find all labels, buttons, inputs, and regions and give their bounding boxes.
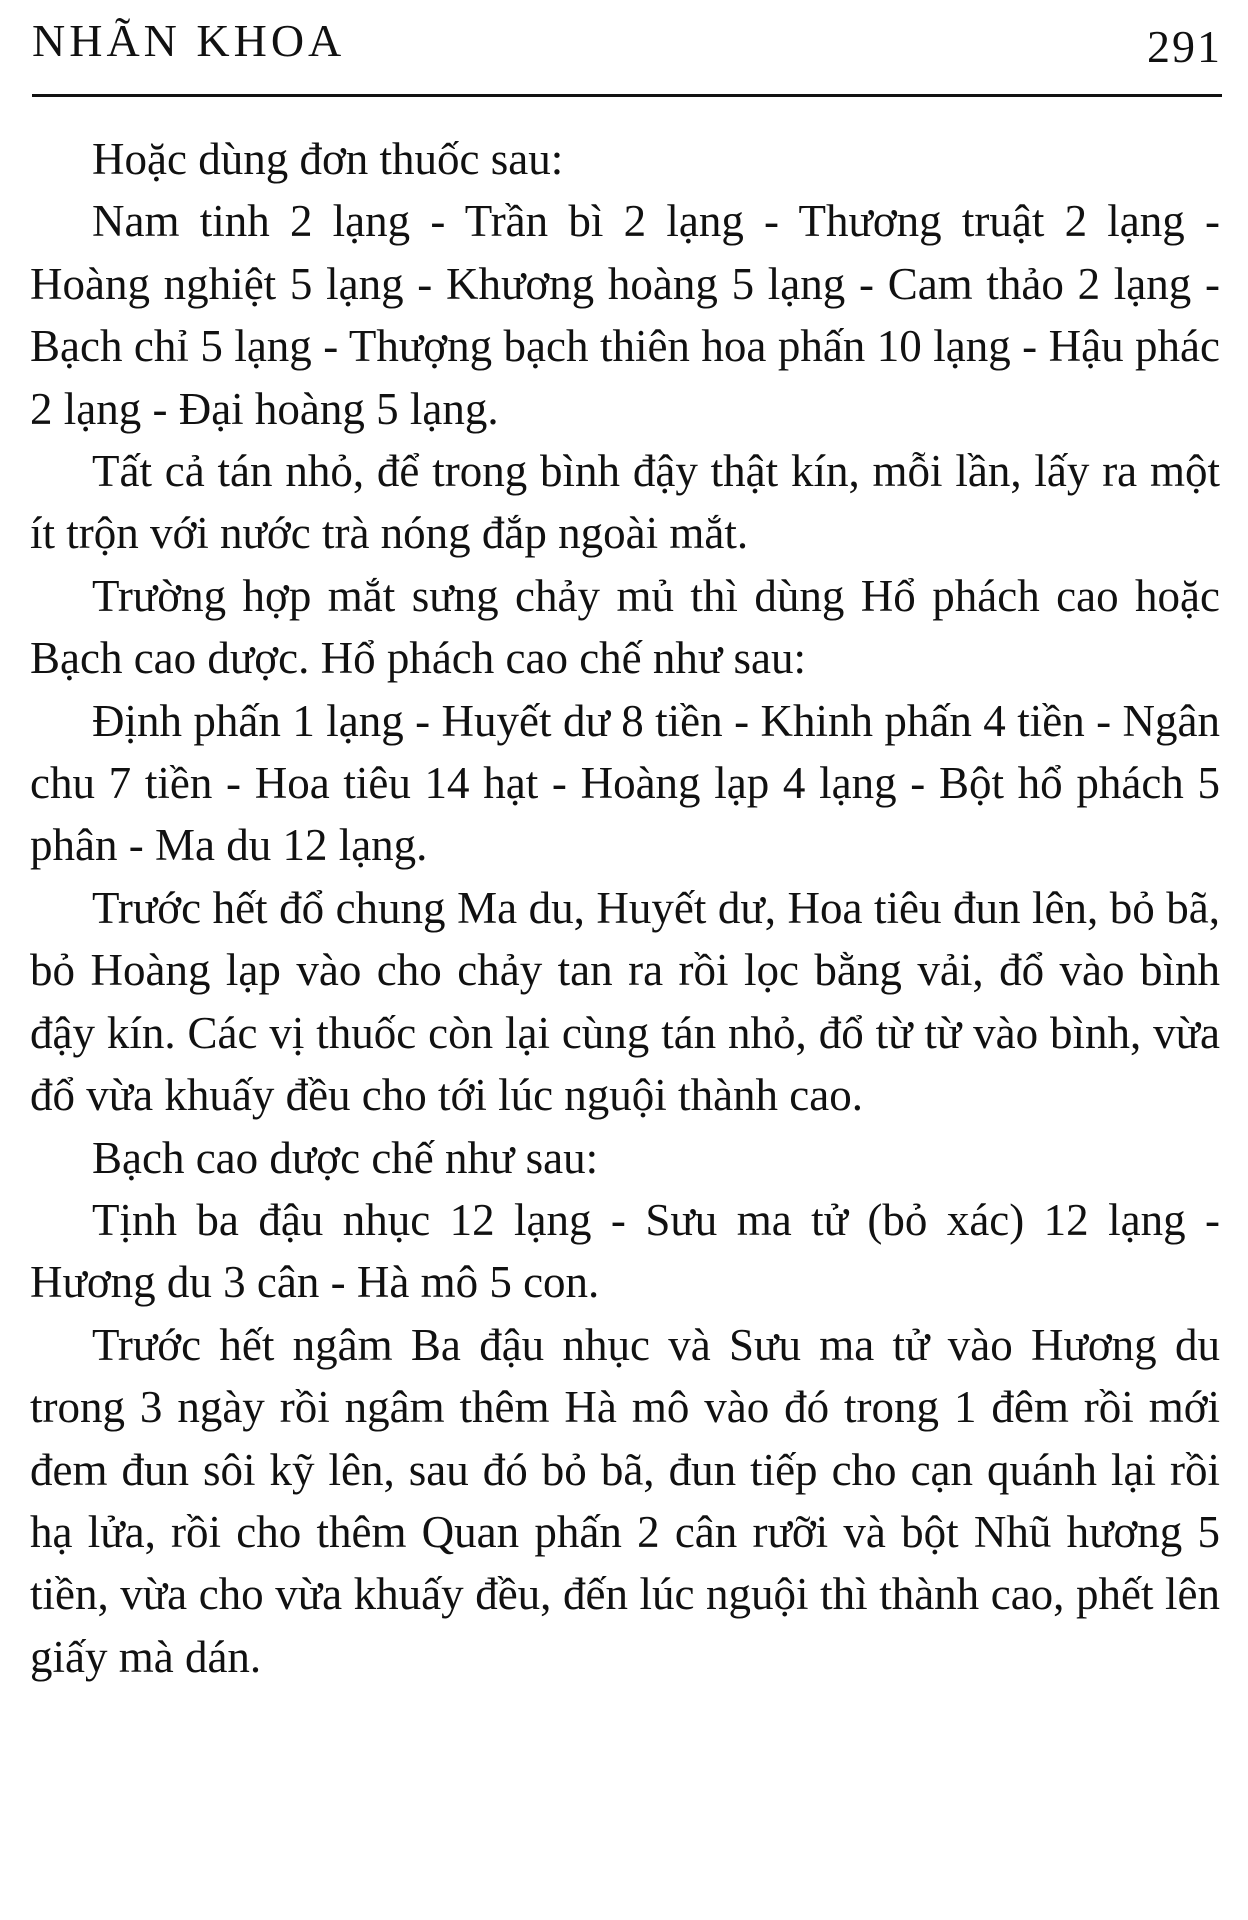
paragraph: Bạch cao dược chế như sau: — [92, 1132, 599, 1183]
paragraph: Hoặc dùng đơn thuốc sau: — [92, 134, 564, 184]
running-title: NHÃN KHOA — [32, 15, 346, 66]
page-header — [32, 14, 1222, 94]
paragraph: Trước hết đổ chung Ma du, Huyết dư, Hoa tiêu đun lên, bỏ bã, bỏ Hoàng lạp vào cho chảy tan ra rồi lọc bằng vải, đổ vào bình đậy kín. Các vị thuốc còn lại cùng tán nhỏ, đổ từ từ vào bình, vừa đổ vừa khuấy đều cho tới lúc nguội thành cao. — [30, 882, 1220, 1121]
header-rule — [32, 94, 1222, 97]
page-number: 291 — [1147, 21, 1222, 72]
paragraph: Trường hợp mắt sưng chảy mủ thì dùng Hổ phách cao hoặc Bạch cao dược. Hổ phách cao chế như sau: — [30, 570, 1220, 684]
paragraph: Nam tinh 2 lạng - Trần bì 2 lạng - Thương truật 2 lạng - Hoàng nghiệt 5 lạng - Khương hoàng 5 lạng - Cam thảo 2 lạng - Bạch chỉ 5 lạng - Thượng bạch thiên hoa phấn 10 lạng - Hậu phác 2 lạng - Đại hoàng 5 lạng. — [30, 196, 1220, 434]
paragraph: Định phấn 1 lạng - Huyết dư 8 tiền - Khinh phấn 4 tiền - Ngân chu 7 tiền - Hoa tiêu 14 hạt - Hoàng lạp 4 lạng - Bột hổ phách 5 phân - Ma du 12 lạng. — [30, 695, 1220, 871]
paragraph: Trước hết ngâm Ba đậu nhục và Sưu ma tử vào Hương du trong 3 ngày rồi ngâm thêm Hà mô vào đó trong 1 đêm rồi mới đem đun sôi kỹ lên, sau đó bỏ bã, đun tiếp cho cạn quánh lại rồi hạ lửa, rồi cho thêm Quan phấn 2 cân rưỡi và bột Nhũ hương 5 tiền, vừa cho vừa khuấy đều, đến lúc nguội thì thành cao, phết lên giấy mà dán. — [30, 1319, 1220, 1682]
body-text — [30, 128, 1220, 1688]
paragraph: Tất cả tán nhỏ, để trong bình đậy thật kín, mỗi lần, lấy ra một ít trộn với nước trà nóng đắp ngoài mắt. — [30, 446, 1220, 559]
paragraph: Tịnh ba đậu nhục 12 lạng - Sưu ma tử (bỏ xác) 12 lạng - Hương du 3 cân - Hà mô 5 con. — [30, 1194, 1220, 1308]
